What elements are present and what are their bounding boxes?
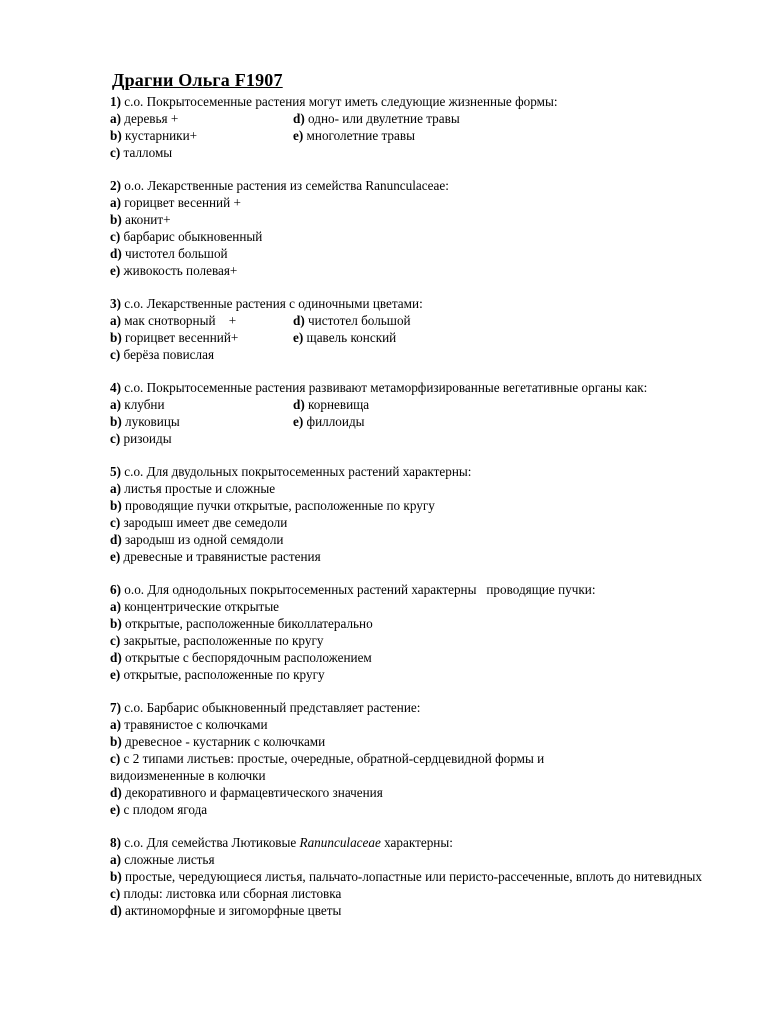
question-1-option-b: b) кустарники+	[110, 128, 198, 143]
page-title: Драгни Ольга F1907	[112, 70, 283, 90]
question-1-text: 1) с.о. Покрытосеменные растения могут иметь следующие жизненные формы:	[110, 94, 558, 109]
question-8-option-b: b) простые, чередующиеся листья, пальчато-лопастные или перисто-рассеченные, вплоть до нитевидных	[110, 869, 703, 884]
question-3-text: 3) с.о. Лекарственные растения с одиночными цветами:	[110, 296, 423, 311]
question-6-option-e: e) открытые, расположенные по кругу	[110, 667, 325, 682]
question-1	[110, 93, 750, 161]
question-4-row-ad	[110, 396, 750, 413]
question-2-option-b: b) аконит+	[110, 212, 171, 227]
question-2-option-c: c) барбарис обыкновенный	[110, 229, 263, 244]
question-6-text: 6) о.о. Для однодольных покрытосеменных растений характерны проводящие пучки:	[110, 582, 596, 597]
question-6	[110, 581, 750, 683]
question-1-row-ad	[110, 110, 750, 127]
question-1-option-d: d) одно- или двулетние травы	[293, 111, 460, 126]
question-3-option-e: e) щавель конский	[293, 330, 397, 345]
question-6-option-d: d) открытые с беспорядочным расположением	[110, 650, 372, 665]
question-7-option-e: e) с плодом ягода	[110, 802, 208, 817]
question-1-option-c: c) талломы	[110, 145, 173, 160]
question-6-option-a: a) концентрические открытые	[110, 599, 280, 614]
question-1-option-e: e) многолетние травы	[293, 128, 415, 143]
question-4-row-be	[110, 413, 750, 430]
question-5-option-a: a) листья простые и сложные	[110, 481, 276, 496]
question-5-text: 5) с.о. Для двудольных покрытосеменных растений характерны:	[110, 464, 472, 479]
question-5-option-d: d) зародыш из одной семядоли	[110, 532, 284, 547]
question-1-option-a: a) деревья +	[110, 111, 179, 126]
question-3-option-d: d) чистотел большой	[293, 313, 411, 328]
question-2-option-d: d) чистотел большой	[110, 246, 228, 261]
question-7-option-c: c) с 2 типами листьев: простые, очередные, обратной-сердцевидной формы и видоизмененные в колючки	[110, 751, 545, 783]
question-3-option-a: a) мак снотворный +	[110, 313, 237, 328]
question-4-option-b: b) луковицы	[110, 414, 180, 429]
question-7-option-b: b) древесное - кустарник с колючками	[110, 734, 326, 749]
question-1-row-be	[110, 127, 750, 144]
question-4-option-e: e) филлоиды	[293, 414, 365, 429]
quiz-content	[110, 93, 750, 935]
question-5-option-e: e) древесные и травянистые растения	[110, 549, 321, 564]
question-5-option-b: b) проводящие пучки открытые, расположенные по кругу	[110, 498, 435, 513]
question-2-option-e: e) живокость полевая+	[110, 263, 238, 278]
question-7-option-a: a) травянистое с колючками	[110, 717, 268, 732]
question-2-option-a: a) горицвет весенний +	[110, 195, 241, 210]
question-4-option-c: c) ризоиды	[110, 431, 172, 446]
question-8-option-a: a) сложные листья	[110, 852, 215, 867]
question-3-row-be	[110, 329, 750, 346]
question-8-option-d: d) актиноморфные и зигоморфные цветы	[110, 903, 342, 918]
question-8	[110, 834, 750, 919]
question-4	[110, 379, 750, 447]
question-2-text: 2) о.о. Лекарственные растения из семейства Ranunculaceae:	[110, 178, 449, 193]
question-6-option-b: b) открытые, расположенные биколлатерально	[110, 616, 373, 631]
question-7-option-d: d) декоративного и фармацевтического значения	[110, 785, 383, 800]
question-5	[110, 463, 750, 565]
question-6-option-c: c) закрытые, расположенные по кругу	[110, 633, 324, 648]
question-3	[110, 295, 750, 363]
question-3-row-ad	[110, 312, 750, 329]
question-7-text: 7) с.о. Барбарис обыкновенный представляет растение:	[110, 700, 421, 715]
question-3-option-c: c) берёза повислая	[110, 347, 215, 362]
question-4-option-a: a) клубни	[110, 397, 165, 412]
question-7	[110, 699, 750, 818]
question-2	[110, 177, 750, 279]
question-8-text: 8) с.о. Для семейства Лютиковые Ranunculaceae характерны:	[110, 835, 453, 850]
question-4-text: 4) с.о. Покрытосеменные растения развивают метаморфизированные вегетативные органы как:	[110, 380, 648, 395]
question-4-option-d: d) корневища	[293, 397, 370, 412]
question-5-option-c: c) зародыш имеет две семедоли	[110, 515, 288, 530]
question-8-option-c: c) плоды: листовка или сборная листовка	[110, 886, 342, 901]
question-3-option-b: b) горицвет весенний+	[110, 330, 239, 345]
